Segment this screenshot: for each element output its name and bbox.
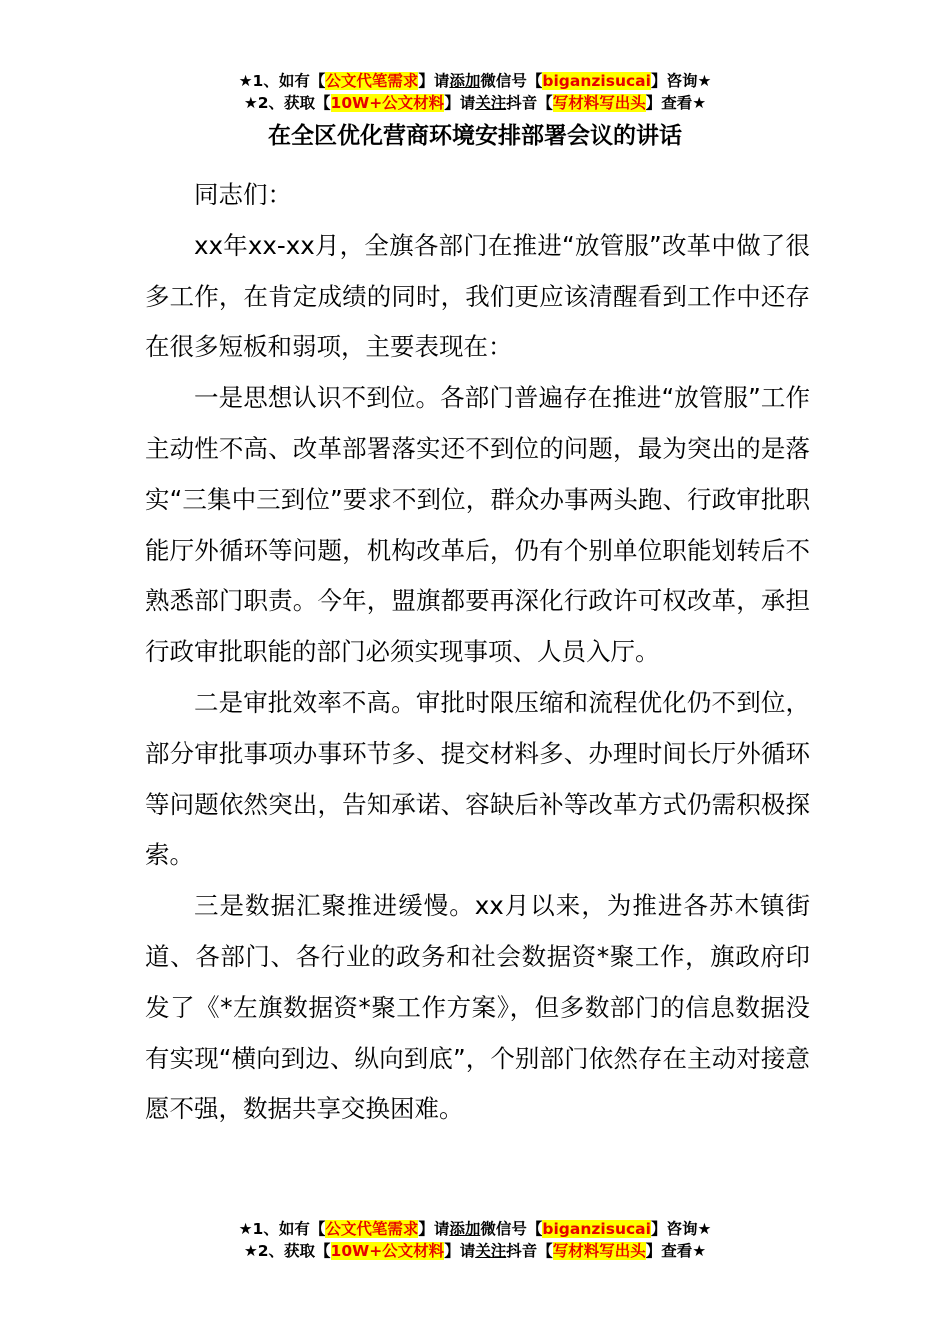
paragraph-point-3: 三是数据汇聚推进缓慢。xx月以来，为推进各苏木镇街道、各部门、各行业的政务和社会数据资*聚工作，旗政府印发了《*左旗数据资*聚工作方案》，但多数部门的信息数据没有实现“横向到边、纵向到底”，个别部门依然存在主动对接意愿不强，数据共享交换困难。 — [145, 891, 810, 1124]
paragraph-intro: xx年xx-xx月，全旗各部门在推进“放管服”改革中做了很多工作，在肯定成绩的同时，我们更应该清醒看到工作中还存在很多短板和弱项，主要表现在： — [145, 230, 810, 362]
banner-text: 2、获取【 — [257, 94, 331, 112]
document-body — [145, 170, 810, 1135]
header-banner — [0, 70, 950, 114]
banner-text: 】咨询 — [650, 72, 698, 90]
underlined-follow: 关注 — [475, 94, 507, 112]
banner-line-2 — [0, 1240, 950, 1262]
highlight-materials: 10W+公文材料 — [330, 1242, 445, 1260]
star-icon: ★ — [243, 94, 258, 112]
banner-text: 】请 — [418, 1220, 450, 1238]
star-icon: ★ — [697, 1220, 712, 1238]
banner-line-1 — [0, 1218, 950, 1240]
banner-line-2 — [0, 92, 950, 114]
highlight-materials: 10W+公文材料 — [330, 94, 445, 112]
paragraph-point-2: 二是审批效率不高。审批时限压缩和流程优化仍不到位，部分审批事项办事环节多、提交材料多、办理时间长厅外循环等问题依然突出，告知承诺、容缺后补等改革方式仍需积极探索。 — [145, 687, 810, 870]
banner-text: 】查看 — [645, 1242, 693, 1260]
underlined-follow: 关注 — [475, 1242, 507, 1260]
highlight-wechat-id: biganzisucai — [542, 72, 651, 90]
paragraph-salutation: 同志们： — [194, 180, 292, 209]
highlight-douyin-account: 写材料写出头 — [552, 1242, 646, 1260]
underlined-add: 添加 — [449, 1220, 481, 1238]
footer-banner — [0, 1218, 950, 1262]
banner-text: 】请 — [418, 72, 450, 90]
star-icon: ★ — [238, 72, 253, 90]
banner-text: 微信号【 — [480, 1220, 543, 1238]
banner-text: 微信号【 — [480, 72, 543, 90]
star-icon: ★ — [692, 1242, 707, 1260]
banner-text: 】查看 — [645, 94, 693, 112]
banner-text: 抖音【 — [506, 94, 553, 112]
star-icon: ★ — [692, 94, 707, 112]
highlight-wechat-id: biganzisucai — [542, 1220, 651, 1238]
star-icon: ★ — [238, 1220, 253, 1238]
banner-text: 】请 — [444, 94, 476, 112]
paragraph-point-1: 一是思想认识不到位。各部门普遍存在推进“放管服”工作主动性不高、改革部署落实还不到位的问题，最为突出的是落实“三集中三到位”要求不到位，群众办事两头跑、行政审批职能厅外循环等问题，机构改革后，仍有个别单位职能划转后不熟悉部门职责。今年，盟旗都要再深化行政许可权改革，承担行政审批职能的部门必须实现事项、人员入厅。 — [145, 383, 810, 667]
underlined-add: 添加 — [449, 72, 481, 90]
banner-text: 抖音【 — [506, 1242, 553, 1260]
banner-text: 】咨询 — [650, 1220, 698, 1238]
star-icon: ★ — [697, 72, 712, 90]
banner-line-1 — [0, 70, 950, 92]
banner-text: 1、如有【 — [252, 1220, 326, 1238]
document-title: 在全区优化营商环境安排部署会议的讲话 — [268, 123, 682, 149]
banner-text: 2、获取【 — [257, 1242, 331, 1260]
banner-text: 1、如有【 — [252, 72, 326, 90]
highlight-service: 公文代笔需求 — [325, 1220, 419, 1238]
highlight-douyin-account: 写材料写出头 — [552, 94, 646, 112]
star-icon: ★ — [243, 1242, 258, 1260]
banner-text: 】请 — [444, 1242, 476, 1260]
highlight-service: 公文代笔需求 — [325, 72, 419, 90]
